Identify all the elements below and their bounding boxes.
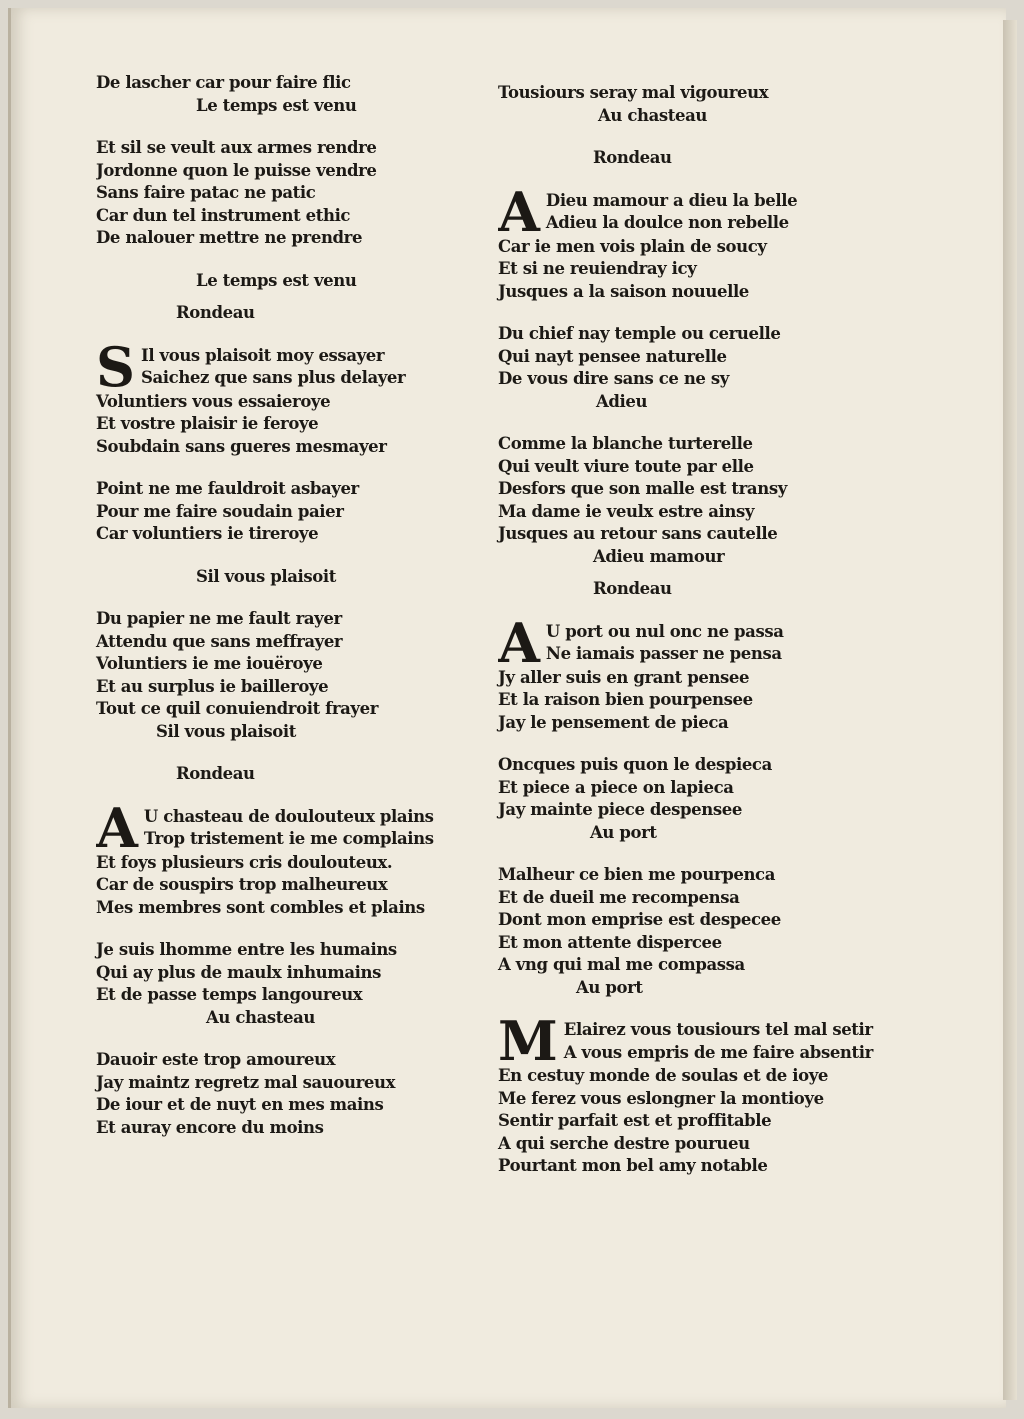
verse-line: Du chief nay temple ou ceruelle	[498, 324, 781, 343]
verse-line: Car dun tel instrument ethic	[96, 205, 351, 225]
text-line: De lascher car pour faire flic	[96, 73, 351, 92]
poem-heading: Rondeau	[593, 579, 672, 598]
verse-line: Attendu que sans meffrayer	[96, 631, 343, 651]
verse-line: Jay mainte piece despensee	[498, 800, 742, 819]
verse-line: Et vostre plaisir ie feroye	[96, 414, 319, 433]
verse-line: Et si ne reuiendray icy	[498, 259, 697, 278]
refrain: Adieu	[596, 391, 648, 411]
verse-line: Pour me faire soudain paier	[96, 501, 344, 521]
verse-line: En cestuy monde de soulas et de ioye	[498, 1066, 829, 1085]
verse-line: Et piece a piece on lapieca	[498, 777, 734, 797]
verse-line: Desfors que son malle est transy	[498, 479, 787, 498]
left-column	[96, 72, 476, 1139]
verse-line: Jusques a la saison nouuelle	[498, 281, 749, 301]
verse-line: A vng qui mal me compassa	[498, 955, 745, 974]
verse-line: Mes membres sont combles et plains	[96, 897, 425, 917]
stanza	[96, 806, 476, 852]
verse-line: Et auray encore du moins	[96, 1117, 324, 1137]
verse-line: De iour et de nuyt en mes mains	[96, 1095, 384, 1114]
verse-line: Et de dueil me recompensa	[498, 887, 740, 907]
poem-heading: Rondeau	[176, 764, 255, 783]
drop-capital: A	[96, 805, 138, 852]
verse-line: Comme la blanche turterelle	[498, 434, 753, 453]
verse-line: Jy aller suis en grant pensee	[498, 667, 750, 687]
verse-line: Et la raison bien pourpensee	[498, 690, 753, 709]
verse-line: Dauoir este trop amoureux	[96, 1050, 336, 1069]
refrain: Sil vous plaisoit	[196, 566, 336, 586]
verse-line: Adieu la doulce non rebelle	[545, 213, 789, 232]
verse-line: Jusques au retour sans cautelle	[498, 524, 778, 543]
verse-line: Et de passe temps langoureux	[96, 985, 363, 1004]
refrain: Au chasteau	[598, 105, 707, 125]
drop-capital: A	[498, 620, 540, 667]
verse-line: Voluntiers vous essaieroye	[96, 391, 331, 411]
poem-heading: Rondeau	[176, 303, 255, 322]
verse-line: Sans faire patac ne patic	[96, 183, 316, 202]
refrain: Au port	[576, 977, 643, 997]
stanza	[96, 345, 476, 391]
stanza	[96, 137, 476, 250]
verse-line: Je suis lhomme entre les humains	[96, 940, 397, 959]
drop-capital: M	[498, 1019, 558, 1065]
right-column	[498, 82, 878, 1178]
verse-line: Qui nayt pensee naturelle	[498, 346, 727, 366]
verse-line: A vous empris de me faire absentir	[563, 1042, 873, 1062]
verse-line: Trop tristement ie me complains	[143, 829, 434, 848]
verse-line: Jordonne quon le puisse vendre	[96, 160, 377, 180]
text-line: Tousiours seray mal vigoureux	[498, 83, 769, 102]
drop-capital: A	[498, 189, 540, 236]
verse-line: Oncques puis quon le despieca	[498, 755, 772, 774]
verse-line: Qui ay plus de maulx inhumains	[96, 962, 381, 982]
refrain: Au port	[590, 822, 657, 842]
refrain: Adieu mamour	[593, 546, 725, 566]
verse-line: De nalouer mettre ne prendre	[96, 228, 363, 247]
verse-line: A qui serche destre pourueu	[498, 1133, 750, 1153]
stanza	[498, 1019, 878, 1065]
verse-line: Point ne me fauldroit asbayer	[96, 479, 359, 498]
verse-line: U port ou nul onc ne passa	[545, 621, 784, 641]
verse-line: Car de souspirs trop malheureux	[96, 875, 388, 894]
verse-line: Qui veult viure toute par elle	[498, 456, 754, 476]
verse-line: Il vous plaisoit moy essayer	[141, 345, 385, 365]
refrain: Sil vous plaisoit	[156, 721, 296, 741]
verse-line: Elairez vous tousiours tel mal setir	[563, 1020, 873, 1039]
verse-line: Pourtant mon bel amy notable	[498, 1156, 768, 1175]
refrain: Le temps est venu	[196, 95, 357, 115]
verse-line: Ma dame ie veulx estre ainsy	[498, 501, 755, 521]
verse-line: Soubdain sans gueres mesmayer	[96, 436, 387, 456]
verse-line: Et mon attente dispercee	[498, 932, 722, 952]
verse-line: Malheur ce bien me pourpenca	[498, 865, 775, 884]
stanza	[498, 190, 878, 236]
verse-line: Voluntiers ie me iouëroye	[96, 654, 323, 673]
verse-line: Sentir parfait est et proffitable	[498, 1111, 772, 1130]
verse-line: Car voluntiers ie tireroye	[96, 524, 319, 543]
verse-line: Et au surplus ie bailleroye	[96, 676, 329, 696]
drop-capital: S	[96, 344, 135, 391]
page-edge	[1003, 20, 1017, 1400]
verse-line: Saichez que sans plus delayer	[141, 368, 406, 387]
poem-heading: Rondeau	[593, 148, 672, 167]
verse-line: Et foys plusieurs cris doulouteux.	[96, 852, 393, 872]
verse-line: De vous dire sans ce ne sy	[498, 369, 729, 388]
verse-line: Du papier ne me fault rayer	[96, 609, 342, 628]
verse-line: U chasteau de doulouteux plains	[143, 806, 434, 826]
stanza	[498, 621, 878, 667]
verse-line: Dieu mamour a dieu la belle	[545, 190, 798, 210]
verse-line: Tout ce quil conuiendroit frayer	[96, 699, 378, 718]
verse-line: Me ferez vous eslongner la montioye	[498, 1088, 824, 1108]
verse-line: Et sil se veult aux armes rendre	[96, 138, 377, 157]
refrain: Au chasteau	[206, 1007, 315, 1027]
verse-line: Car ie men vois plain de soucy	[498, 236, 767, 256]
verse-line: Ne iamais passer ne pensa	[545, 644, 782, 663]
refrain: Le temps est venu	[196, 270, 357, 290]
verse-line: Dont mon emprise est despecee	[498, 910, 781, 929]
verse-line: Jay le pensement de piecа	[498, 712, 729, 732]
verse-line: Jay maintz regretz mal sauoureux	[96, 1072, 396, 1092]
